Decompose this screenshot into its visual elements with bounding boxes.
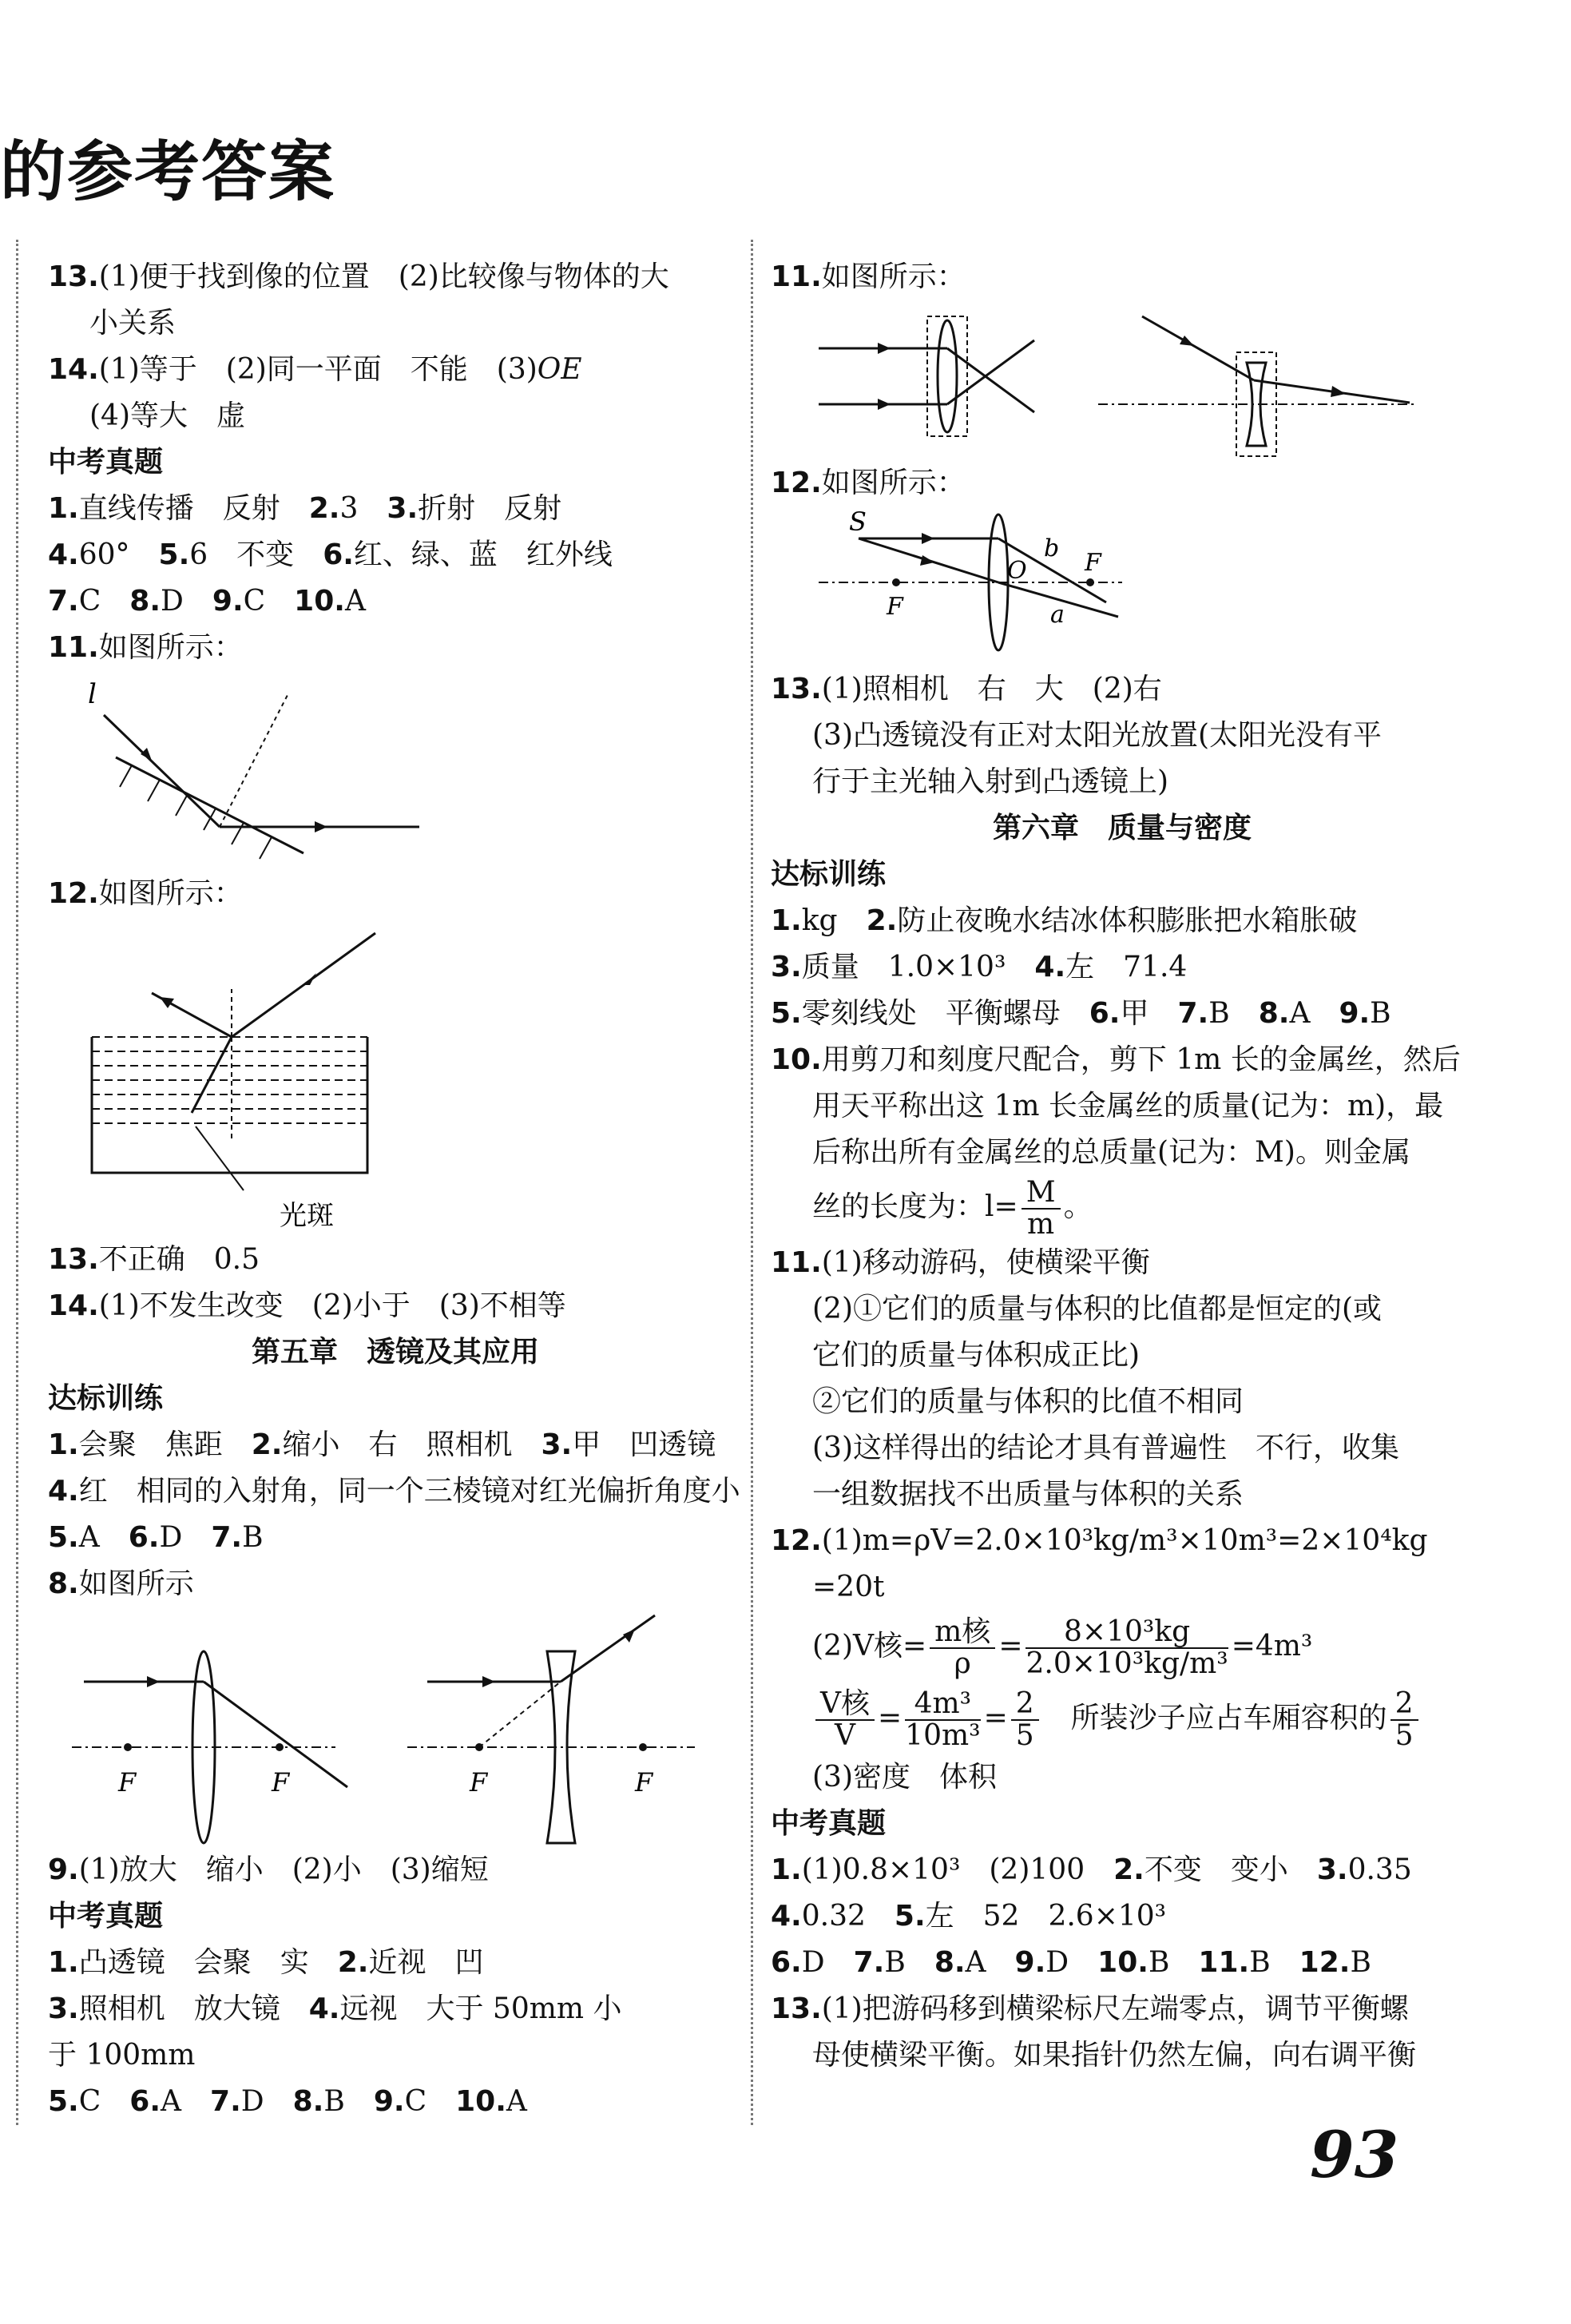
focus-label: F <box>887 593 903 621</box>
left-column <box>48 254 743 2125</box>
section-heading-zhongkao: 中考真题 <box>48 1900 164 1933</box>
c5-line-2: 4.红 相同的入射角，同一个三棱镜对红光偏折角度小 <box>48 1475 740 1508</box>
focus-label: F <box>118 1767 137 1798</box>
c6-answer-12-part3: (3)密度 体积 <box>812 1761 997 1794</box>
section-heading-zhongkao: 中考真题 <box>48 446 164 479</box>
arrow-icon <box>482 1676 495 1687</box>
virtual-line <box>220 695 288 827</box>
c6-answer-11-cont: (2)①它们的质量与体积的比值都是恒定的(或 <box>812 1293 1383 1325</box>
focus-label: F <box>470 1767 488 1798</box>
section-heading-dabiao: 达标训练 <box>771 858 887 891</box>
ray <box>947 340 1034 404</box>
c6-answer-10: 10.用剪刀和刻度尺配合，剪下 1m 长的金属丝，然后 <box>771 1043 1461 1076</box>
c5zk-line-3: 5.C 6.A 7.D 8.B 9.C 10.A <box>48 2085 527 2118</box>
zk-line-1: 1.直线传播 反射 2.3 3.折射 反射 <box>48 492 562 525</box>
page-header-title: 的参考答案 <box>0 134 336 210</box>
label-leader <box>196 1126 244 1190</box>
answer-14: 14.(1)等于 (2)同一平面 不能 (3)OE <box>48 353 582 386</box>
c6zk-line-1: 1.(1)0.8×10³ (2)100 2.不变 变小 3.0.35 <box>771 1853 1412 1886</box>
c6-answer-12: 12.(1)m=ρV=2.0×10³kg/m³×10m³=2×10⁴kg <box>771 1524 1428 1557</box>
arrow-icon <box>878 399 891 410</box>
answer-13: 13.(1)便于找到像的位置 (2)比较像与物体的大 <box>48 260 669 293</box>
spot-label: 光斑 <box>280 1200 334 1232</box>
c6-answer-10-formula: 丝的长度为：l= $\frac{M}{m}$ 。 <box>812 1176 1093 1241</box>
c5zk-line-2: 3.照相机 放大镜 4.远视 大于 50mm 小 <box>48 1992 622 2025</box>
zk-line-2: 4.60° 5.6 不变 6.红、绿、蓝 红外线 <box>48 538 613 571</box>
mirror <box>116 757 303 853</box>
ray <box>947 348 1034 412</box>
container <box>92 1037 367 1173</box>
water-lines <box>92 1037 367 1123</box>
c6-line-3: 5.零刻线处 平衡螺母 6.甲 7.B 8.A 9.B <box>771 997 1391 1030</box>
answer-14-cont: (4)等大 虚 <box>89 399 245 432</box>
c5zk-line-1: 1.凸透镜 会聚 实 2.近视 凹 <box>48 1946 484 1979</box>
focus-point <box>639 1743 647 1751</box>
answer-13-cont: 小关系 <box>89 307 177 340</box>
c6-answer-11-cont: 它们的质量与体积成正比) <box>812 1339 1141 1372</box>
arrow-icon <box>315 821 327 832</box>
c5zk-line-2b: 于 100mm <box>48 2039 196 2072</box>
c5-answer-8: 8.如图所示 <box>48 1567 194 1600</box>
c6zk-answer-13-cont: 母使横梁平衡。如果指针仍然左偏，向右调平衡 <box>812 2039 1417 2072</box>
ray <box>561 1615 655 1682</box>
focus-label: F <box>635 1767 653 1798</box>
c6zk-line-3: 6.D 7.B 8.A 9.D 10.B 11.B 12.B <box>771 1946 1371 1979</box>
dashed-box <box>927 316 967 436</box>
page-number: 93 <box>1310 2117 1399 2192</box>
c6-answer-10-cont: 用天平称出这 1m 长金属丝的质量(记为：m)，最 <box>812 1090 1444 1122</box>
zk-answer-11: 11.如图所示： <box>48 631 243 664</box>
arrow-icon <box>1331 386 1346 397</box>
answer-12: 12.如图所示： <box>771 467 966 499</box>
c6-answer-12-cont: =20t <box>812 1571 885 1603</box>
c5-line-1: 1.会聚 焦距 2.缩小 右 照相机 3.甲 凹透镜 <box>48 1428 716 1461</box>
arrow-icon <box>922 533 934 544</box>
c5-answer-9: 9.(1)放大 缩小 (2)小 (3)缩短 <box>48 1853 489 1886</box>
section-heading-zhongkao: 中考真题 <box>771 1807 887 1840</box>
c6-answer-12-part2: (2)V核= $\frac{\text{m核}}{\rho}$ = $\frac{\text{8×10³kg}}{\text{2.0×10³kg/m³}}$ =4m³ <box>812 1615 1313 1680</box>
c6-answer-11-cont: 一组数据找不出质量与体积的关系 <box>812 1478 1244 1511</box>
arrow-icon <box>623 1629 635 1643</box>
right-column <box>771 254 1474 2079</box>
column-divider <box>751 240 753 2125</box>
arrow-icon <box>141 748 152 761</box>
focus-label: F <box>1085 549 1101 577</box>
focus-point <box>124 1743 132 1751</box>
ray-label-b: b <box>1044 534 1060 562</box>
ray-label-l: l <box>88 678 97 710</box>
section-heading-dabiao: 达标训练 <box>48 1382 164 1415</box>
c6-line-2: 3.质量 1.0×10³ 4.左 71.4 <box>771 951 1188 983</box>
zk-answer-12: 12.如图所示： <box>48 877 243 910</box>
c6-answer-11: 11.(1)移动游码，使横梁平衡 <box>771 1246 1150 1279</box>
lens-diagrams <box>48 1607 727 1847</box>
point-label-s: S <box>849 507 867 537</box>
lens-ray-diagrams <box>771 300 1458 460</box>
c6-answer-11-cont: ②它们的质量与体积的比值不相同 <box>812 1385 1244 1418</box>
c6-answer-11-cont: (3)这样得出的结论才具有普遍性 不行，收集 <box>812 1432 1399 1464</box>
zk-line-3: 7.C 8.D 9.C 10.A <box>48 585 366 618</box>
mirror-hatching <box>120 765 272 859</box>
c6-line-1: 1.kg 2.防止夜晚水结冰体积膨胀把水箱胀破 <box>771 904 1358 937</box>
arrow-icon <box>160 997 174 1008</box>
incident-ray <box>104 715 220 827</box>
c6zk-answer-13: 13.(1)把游码移到横梁标尺左端零点，调节平衡螺 <box>771 1992 1409 2025</box>
answer-11: 11.如图所示： <box>771 260 966 293</box>
chapter-5-title: 第五章 透镜及其应用 <box>251 1336 539 1369</box>
chapter-6-title: 第六章 质量与密度 <box>992 812 1252 844</box>
c6-answer-12-part2b: $\frac{\text{V核}}{V}$ = $\frac{\text{4m³}}{\text{10m³}}$ = $\frac{2}{5}$ 所装沙子应占车厢容积的 $\frac{2}{5}$ <box>771 1682 1474 1754</box>
convex-lens <box>938 320 957 432</box>
ray <box>1142 316 1254 380</box>
focus-label: F <box>272 1767 290 1798</box>
reflection-diagram <box>48 671 447 871</box>
c5-line-3: 5.A 6.D 7.B <box>48 1521 264 1554</box>
focus-point <box>475 1743 483 1751</box>
arrow-icon <box>147 1676 160 1687</box>
arrow-icon <box>1180 336 1194 346</box>
zk-answer-13: 13.不正确 0.5 <box>48 1243 260 1276</box>
answer-13: 13.(1)照相机 右 大 (2)右 <box>771 673 1162 705</box>
refracted-ray <box>192 1037 232 1113</box>
arrow-icon <box>878 343 891 354</box>
c6zk-line-2: 4.0.32 5.左 52 2.6×10³ <box>771 1900 1167 1933</box>
focus-point <box>276 1743 284 1751</box>
answer-13-cont: 行于主光轴入射到凸透镜上) <box>812 765 1169 798</box>
extension-line <box>479 1682 561 1747</box>
left-margin-dotted-line <box>16 240 18 2125</box>
focus-point <box>1086 578 1094 586</box>
lens-path-diagram <box>771 507 1458 666</box>
zk-answer-14: 14.(1)不发生改变 (2)小于 (3)不相等 <box>48 1289 566 1322</box>
answer-13-cont: (3)凸透镜没有正对太阳光放置(太阳光没有平 <box>812 719 1383 752</box>
c6-answer-10-cont: 后称出所有金属丝的总质量(记为：M)。则金属 <box>812 1136 1410 1169</box>
refraction-diagram <box>48 917 447 1237</box>
ray-label-a: a <box>1050 601 1065 629</box>
focus-point <box>892 578 900 586</box>
center-label: O <box>1007 557 1027 585</box>
